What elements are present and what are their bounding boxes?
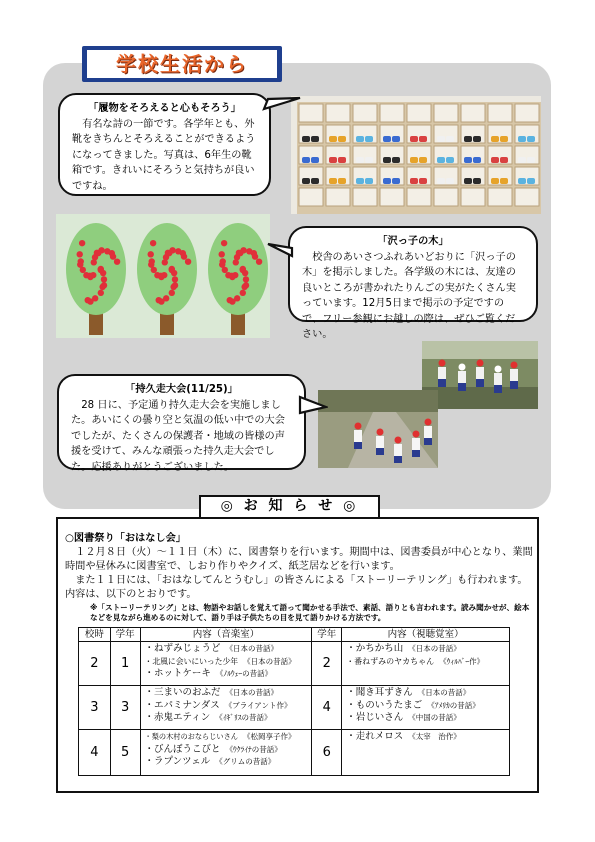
program-item [145,744,308,757]
program-source: 《ブライアント作》 [224,700,292,710]
av-room-programs [342,642,510,686]
col-header-av-room: 内容（視聴覚室） [342,628,510,642]
program-source: 《日本の昔話》 [243,656,296,666]
program-title: ・梨の木村のおならじいさん [144,732,238,741]
program-title: ・北風に会いにいった少年 [144,656,239,666]
shoes-bubble-tail [262,95,302,115]
program-source: 《中国の昔話》 [408,713,461,722]
program-item [346,700,505,713]
col-header-grade-a: 学年 [110,628,140,642]
program-source: 《ｱﾒﾘｶの昔話》 [427,700,480,710]
program-source: 《日本の昔話》 [408,644,461,653]
grade-cell: 6 [312,730,342,776]
music-room-programs [140,730,312,776]
grade-cell: 4 [312,686,342,730]
program-item [145,731,308,744]
shoes-heading: 「履物をそろえると心もそろう」 [88,103,241,114]
col-header-grade-b: 学年 [312,628,342,642]
program-title: ・ラプンツェル [144,756,211,767]
program-title: ・走れメロス [346,731,404,742]
program-item [346,731,505,744]
page-title: 学校生活から [116,52,248,76]
program-source: 《日本の昔話》 [417,688,471,697]
program-title: ・ものいうたまご [346,699,423,711]
col-header-music-room: 内容（音楽室） [140,628,312,642]
marathon-photo-2 [318,390,438,468]
program-title: ・岩じいさん [346,712,404,723]
tree-heading: 「沢っ子の木」 [377,236,449,247]
program-title: ・ねずみじょうど [144,643,221,654]
program-source: 《ｳｨﾙﾊﾞｰ作》 [439,656,485,666]
program-title: ・赤鬼エティン [144,712,211,723]
period-cell: 2 [79,642,111,686]
race-text: 28 日に、予定通り持久走大会を実施しました。あいにくの曇り空と気温の低い中での大会でしたが、たくさんの保護者・地域の皆様の声援を受けて、みんな頑張った持久走大会でした。応援ありがとうございました。 [71,399,285,473]
table-row [79,642,510,686]
library-festival-heading: ○図書祭り「おはなし会」 [65,533,186,544]
program-title: ・番ねずみのヤカちゃん [346,656,435,666]
program-source: 《日本の昔話》 [225,644,279,653]
shoes-bubble [58,93,271,196]
table-header-row [79,628,510,642]
period-cell: 3 [79,686,111,730]
library-festival-paragraph-2: また１１日には、「おはなしてんとうむし」の皆さんによる「ストーリーテリング」も行われます。内容は、以下のとおりです。 [65,575,528,600]
program-source: 《ﾉﾙｳｪｰの昔話》 [215,669,273,678]
tree-bubble-tail [266,240,296,260]
program-item [145,643,308,656]
music-room-programs [140,642,312,686]
program-item [145,700,308,713]
race-bubble-tail [298,395,328,419]
table-row [79,730,510,776]
program-item [145,668,308,681]
program-item [145,756,308,769]
program-item [346,643,505,656]
av-room-programs [342,730,510,776]
table-row [79,686,510,730]
program-source: 《ｲｷﾞﾘｽの昔話》 [215,713,272,722]
tree-bubble [288,226,538,340]
program-title: ・かちかち山 [346,643,404,654]
grade-cell: 1 [110,642,140,686]
program-item [145,687,308,700]
sawakko-tree-photo [56,214,270,338]
program-title: ・聞き耳ずきん [346,687,413,698]
program-source: 《グリムの昔話》 [215,757,276,766]
tree-text: 校舎のあいさつふれあいどおりに「沢っ子の木」を掲示しました。各学級の木には、友達の良いところが書かれたりんごの実がたくさん実っています。12月5日まで掲示の予定ですので、フリー参観にお越しの際は、ぜひご覧ください。 [302,251,516,340]
grade-cell: 5 [110,730,140,776]
program-title: ・びんぼうこびと [144,743,221,755]
notice-title: ◎ お 知 ら せ ◎ [220,498,359,514]
program-source: 《太宰 治作》 [408,732,461,741]
grade-cell: 2 [312,642,342,686]
program-item [145,712,308,725]
program-source: 《日本の昔話》 [225,688,279,697]
shoe-rack-photo [291,96,541,214]
period-cell: 4 [79,730,111,776]
program-source: 《松岡享子作》 [243,732,296,741]
col-header-period: 校時 [79,628,111,642]
music-room-programs [140,686,312,730]
library-festival-paragraph-1: １２月８日（火）～１１日（木）に、図書祭りを行います。期間中は、図書委員が中心となり、業間時間や昼休みに図書室で、しおり作りやクイズ、紙芝居などを行います。 [65,547,533,572]
program-title: ・三まいのおふだ [144,687,221,698]
program-source: 《ｳｸﾗｲﾅの昔話》 [225,744,282,754]
apple-tree-illustration [56,214,270,338]
runners-illustration-1 [422,341,538,409]
program-item [346,656,505,669]
grade-cell: 3 [110,686,140,730]
race-bubble [57,374,306,473]
program-item [346,687,505,700]
race-heading: 「持久走大会(11/25)」 [125,384,238,395]
storytelling-schedule-table [78,627,510,776]
runners-illustration-2 [318,390,438,468]
shoe-rack-illustration [291,96,541,214]
storytelling-footnote: ※「ストーリーテリング」とは、物語やお話しを覚えて語って聞かせる手法で、素話、語りとも言われます。読み聞かせが、絵本などを見ながら進めるのに対して、語り手は子供たちの目を見て語りかける方法です。 [90,603,530,622]
program-item [346,712,505,725]
program-title: ・エパミナンダス [144,699,220,711]
program-item [145,656,308,669]
av-room-programs [342,686,510,730]
shoes-text: 有名な詩の一節です。各学年とも、外靴をきちんとそろえることができるようになってきました。写真は、6年生の靴箱です。きれいにそろうと気持ちが良いですね。 [72,118,256,192]
program-title: ・ホットケーキ [144,668,211,679]
marathon-photo-1 [422,341,538,409]
